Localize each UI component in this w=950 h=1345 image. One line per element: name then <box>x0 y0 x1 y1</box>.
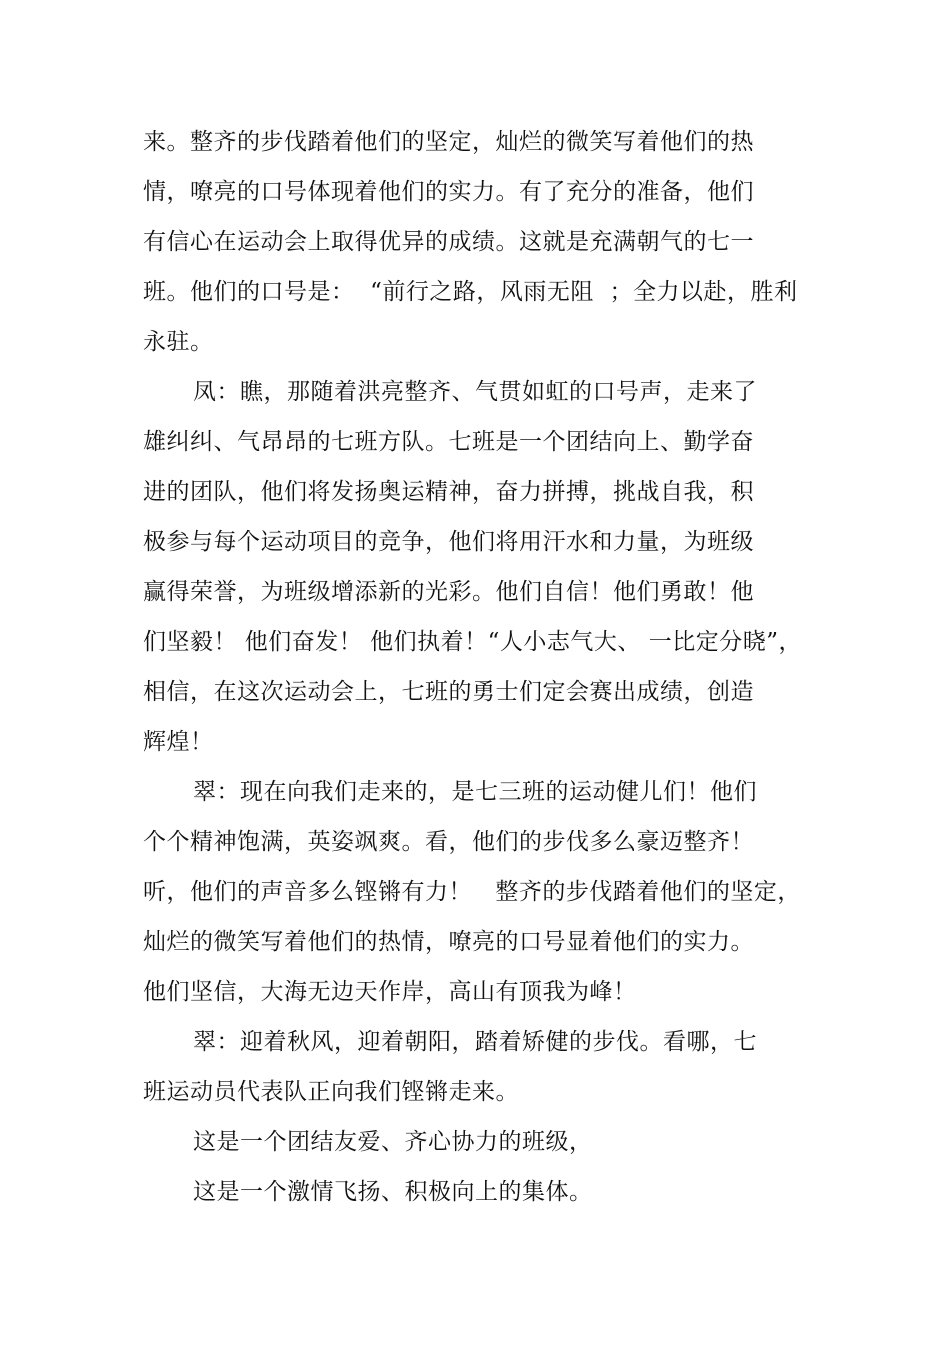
paragraph-start-line: 凤：瞧，那随着洪亮整齐、气贯如虹的口号声，走来了 <box>193 379 757 405</box>
paragraph-start-line: 翠：迎着秋风，迎着朝阳，踏着矫健的步伐。看哪，七 <box>193 1029 757 1055</box>
text-line: 进的团队，他们将发扬奥运精神，奋力拼搏，挑战自我，积 <box>143 479 754 505</box>
text-line: 灿烂的微笑写着他们的热情，嘹亮的口号显着他们的实力。 <box>143 929 754 955</box>
text-line: 永驻。 <box>143 329 214 355</box>
paragraph-start-line: 这是一个激情飞扬、积极向上的集体。 <box>193 1179 593 1205</box>
text-line: 班。他们的口号是： “前行之路，风雨无阻 ；全力以赴，胜利 <box>143 279 798 305</box>
text-line: 赢得荣誉，为班级增添新的光彩。他们自信！他们勇敢！他 <box>143 579 754 605</box>
text-line: 个个精神饱满，英姿飒爽。看，他们的步伐多么豪迈整齐！ <box>143 829 754 855</box>
text-line: 们坚毅！ 他们奋发！ 他们执着！“人小志气大、 一比定分晓”， <box>143 629 802 655</box>
text-line: 有信心在运动会上取得优异的成绩。这就是充满朝气的七一 <box>143 229 754 255</box>
text-line: 班运动员代表队正向我们铿锵走来。 <box>143 1079 519 1105</box>
text-line: 雄纠纠、气昂昂的七班方队。七班是一个团结向上、勤学奋 <box>143 429 754 455</box>
text-line: 听，他们的声音多么铿锵有力！ 整齐的步伐踏着他们的坚定， <box>143 879 801 905</box>
paragraph-start-line: 这是一个团结友爱、齐心协力的班级， <box>193 1129 593 1155</box>
paragraph-start-line: 翠：现在向我们走来的，是七三班的运动健儿们！他们 <box>193 779 757 805</box>
text-line: 来。整齐的步伐踏着他们的坚定，灿烂的微笑写着他们的热 <box>143 129 754 155</box>
text-line: 相信，在这次运动会上，七班的勇士们定会赛出成绩，创造 <box>143 679 754 705</box>
text-line: 他们坚信，大海无边天作岸，高山有顶我为峰！ <box>143 979 637 1005</box>
text-line: 辉煌！ <box>143 729 214 755</box>
text-line: 极参与每个运动项目的竞争，他们将用汗水和力量，为班级 <box>143 529 754 555</box>
text-line: 情，嘹亮的口号体现着他们的实力。有了充分的准备，他们 <box>143 179 754 205</box>
